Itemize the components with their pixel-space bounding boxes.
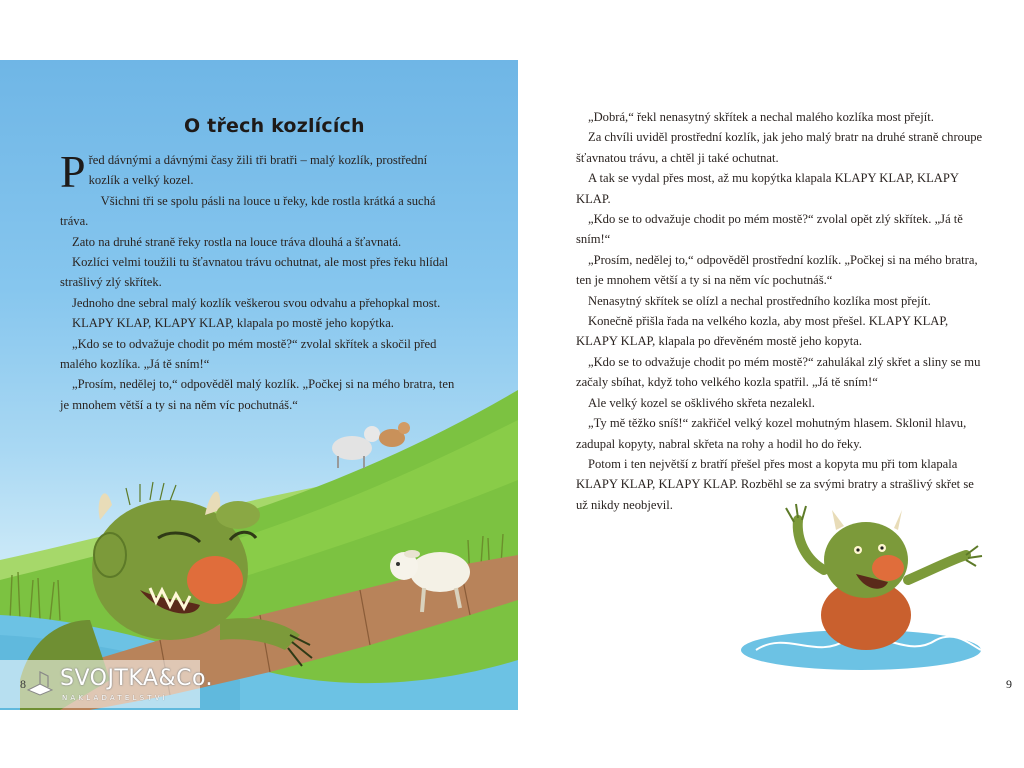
publisher-brand: SVOJTKA&Co. (60, 666, 214, 691)
paragraph: Za chvíli uviděl prostřední kozlík, jak jeho malý bratr na druhé straně chroupe šťavnatou trávu, a chtěl ji také ochutnat. (576, 130, 983, 165)
paragraph: Jednoho dne sebral malý kozlík veškerou svou odvahu a přehopkal most. (72, 295, 441, 310)
page-number-left: 8 (20, 677, 26, 691)
paragraph: KLAPY KLAP, KLAPY KLAP, klapala po mostě jeho kopýtka. (72, 316, 394, 331)
paragraph: „Kdo se to odvažuje chodit po mém mostě?“ zvolal opět zlý skřítek. „Já tě sním!“ (576, 212, 963, 247)
paragraph: „Kdo se to odvažuje chodit po mém mostě?“ zvolal skřítek a skočil před malého kozlíka. „Já tě sním!“ (60, 336, 437, 372)
paragraph: „Ty mě těžko sníš!“ zakřičel velký kozel mohutným hlasem. Sklonil hlavu, zadupal kopyty, nabral skřeta na rohy a hodil ho do řeky. (576, 416, 967, 451)
paragraph: Konečně přišla řada na velkého kozla, aby most přešel. KLAPY KLAP, KLAPY KLAP, klapala po dřevěném mostě jeho kopyta. (576, 314, 949, 349)
story-title: O třech kozlících (184, 115, 365, 137)
left-page-text (60, 146, 460, 415)
paragraph: „Prosím, nedělej to,“ odpověděl prostřední kozlík. „Počkej si na mého bratra, ten je mnohem větší a ty si na něm víc pochutnáš.“ (576, 252, 978, 288)
paragraph: Zato na druhé straně řeky rostla na louce tráva dlouhá a šťavnatá. (72, 234, 402, 249)
troll-in-water-illustration (736, 500, 986, 675)
left-page (0, 60, 518, 710)
book-logo-icon (26, 670, 54, 696)
paragraph: Ale velký kozel se ošklivého skřeta nezalekl. (588, 395, 815, 410)
drop-cap: P (60, 146, 86, 197)
paragraph: Kozlíci velmi toužili tu šťavnatou trávu ochutnat, ale most přes řeku hlídal strašlivý zlý skřítek. (60, 255, 449, 290)
right-page-text (576, 107, 986, 515)
paragraph: Všichni tři se spolu pásli na louce u řeky, kde rostla krátká a suchá tráva. (60, 193, 436, 229)
page-number-right: 9 (1006, 677, 1012, 691)
paragraph: „Kdo se to odvažuje chodit po mém mostě?“ zahulákal zlý skřet a sliny se mu začaly sbíhat, když toho velkého kozla spatřil. „Já tě sním!“ (576, 354, 981, 390)
paragraph: „Dobrá,“ řekl nenasytný skřítek a nechal malého kozlíka most přejít. (588, 110, 934, 124)
paragraph: „Prosím, nedělej to,“ odpověděl malý kozlík. „Počkej si na mého bratra, ten je mnohem větší a ty si na něm víc pochutnáš.“ (60, 377, 455, 412)
publisher-watermark (0, 660, 214, 708)
publisher-subtitle: NAKLADATELSTVÍ (62, 694, 168, 702)
paragraph: Potom i ten největší z bratří přešel přes most a kopyta mu při tom klapala KLAPY KLAP, KLAPY KLAP. Rozběhl se za svými bratry a strašlivý skřet se už nikdy neobjevil. (576, 456, 974, 512)
book-spread (0, 60, 1024, 710)
paragraph: Nenasytný skřítek se olízl a nechal prostředního kozlíka most přejít. (588, 293, 931, 308)
paragraph: A tak se vydal přes most, až mu kopýtka klapala KLAPY KLAP, KLAPY KLAP. (576, 171, 959, 206)
paragraph: Před dávnými a dávnými časy žili tři bratři – malý kozlík, prostřední kozlík a velký kozel. (60, 146, 428, 197)
